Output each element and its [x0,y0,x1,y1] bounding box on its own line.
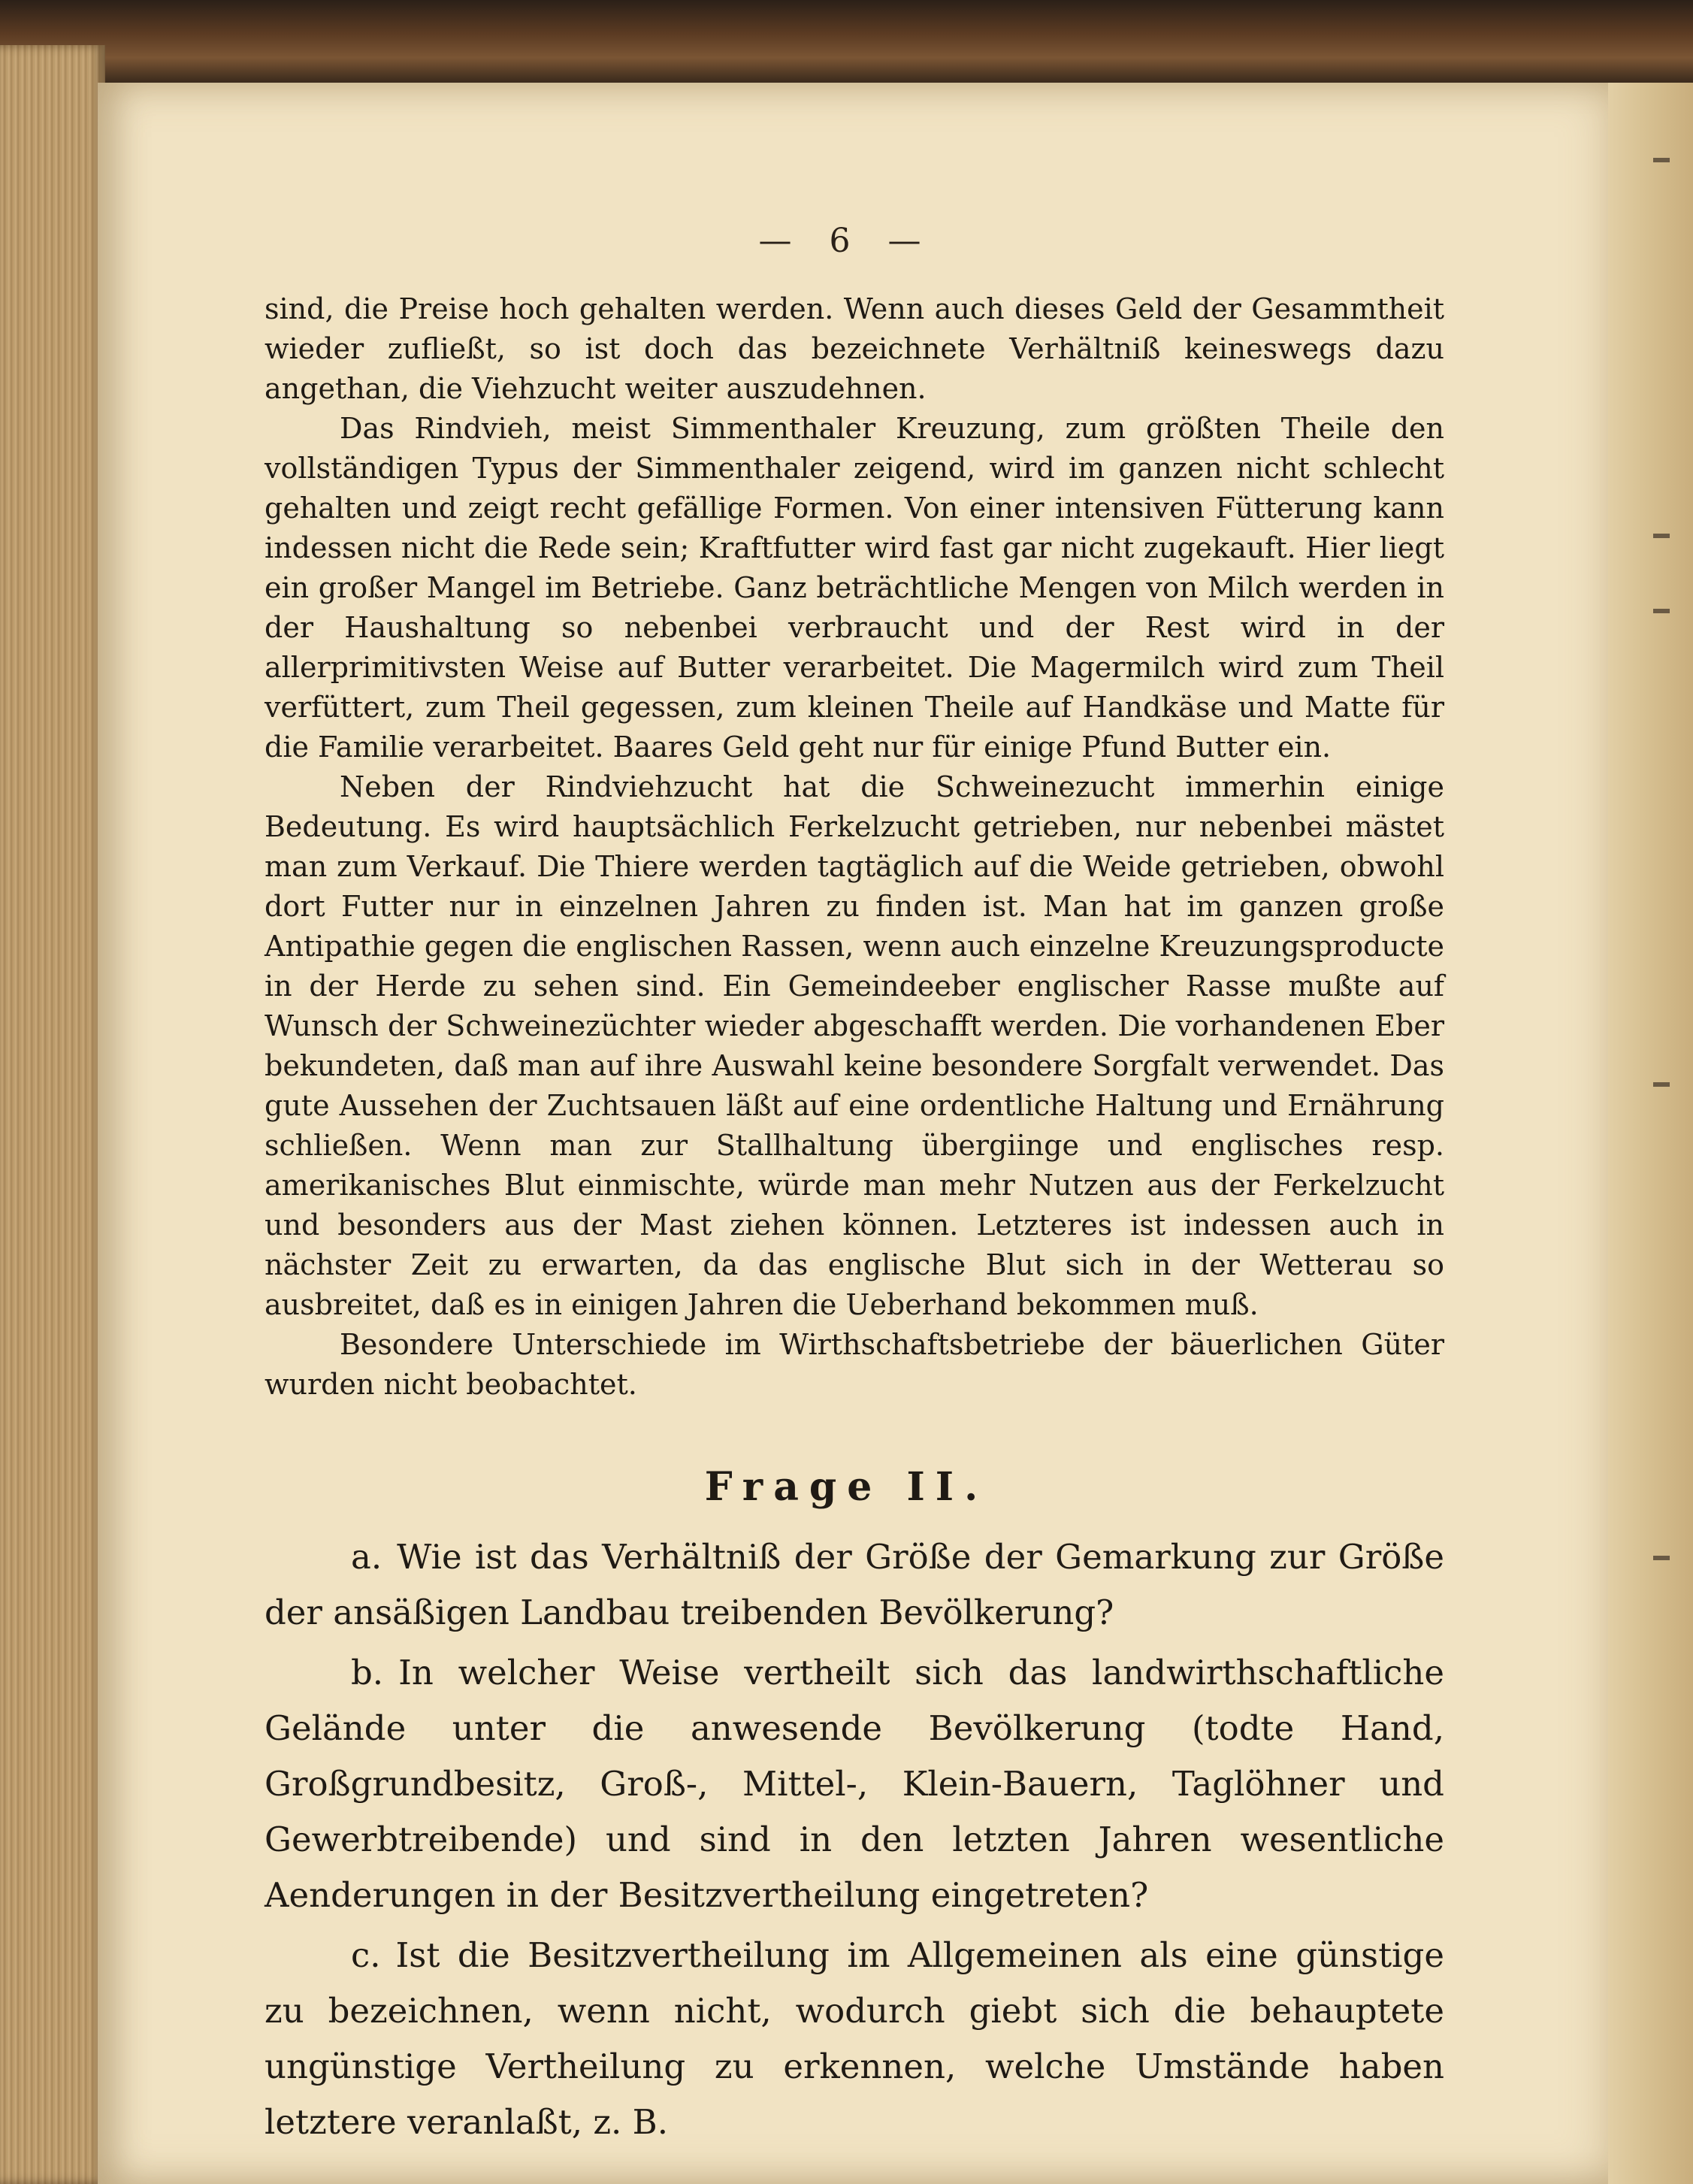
page-right-edge [1608,83,1693,2184]
page-number: — 6 — [758,222,935,260]
edge-mark [1653,609,1670,613]
edge-mark [1653,1556,1670,1560]
question-item [265,1645,1444,1923]
paragraph: Neben der Rindviehzucht hat die Schweinezucht immerhin einige Bedeutung. Es wird hauptsächlich Ferkelzucht getrieben, nur nebenbei mästet man zum Verkauf. Die Thiere werden tagtäglich auf die Weide getrieben, obwohl dort Futter nur in einzelnen Jahren zu finden ist. Man hat im ganzen große Antipathie gegen die englischen Rassen, wenn auch einzelne Kreuzungsproducte in der Herde zu sehen sind. Ein Gemeindeeber englischer Rasse mußte auf Wunsch der Schweinezüchter wieder abgeschafft werden. Die vorhandenen Eber bekundeten, daß man auf ihre Auswahl keine besondere Sorgfalt verwendet. Das gute Aussehen der Zuchtsauen läßt auf eine ordentliche Haltung und Ernährung schließen. Wenn man zur Stallhaltung übergiinge und englisches resp. amerikanisches Blut einmischte, würde man mehr Nutzen aus der Ferkelzucht und besonders aus der Mast ziehen können. Letzteres ist indessen auch in nächster Zeit zu erwarten, da das englische Blut sich in der Wetterau so ausbreitet, daß es in einigen Jahren die Ueberhand bekommen muß. [265,770,1444,1321]
question-text: Wie ist das Verhältniß der Größe der Gemarkung zur Größe der ansäßigen Landbau treibenden Bevölkerung? [265,1537,1444,1632]
section-title: Frage II. [704,1464,989,1510]
edge-mark [1653,1082,1670,1087]
body-text [265,289,1444,1405]
book-binding-top [0,0,1693,83]
question-item [265,1529,1444,1641]
book-page-edges [0,45,105,2184]
question-label: c. [351,1935,381,1975]
question-label: b. [351,1653,384,1692]
paragraph: Besondere Unterschiede im Wirthschaftsbetriebe der bäuerlichen Güter wurden nicht beobachtet. [265,1328,1444,1401]
question-item [265,1928,1444,2150]
paragraph: Das Rindvieh, meist Simmenthaler Kreuzung, zum größten Theile den vollständigen Typus der Simmenthaler zeigend, wird im ganzen nicht schlecht gehalten und zeigt recht gefällige Formen. Von einer intensiven Fütterung kann indessen nicht die Rede sein; Kraftfutter wird fast gar nicht zugekauft. Hier liegt ein großer Mangel im Betriebe. Ganz beträchtliche Mengen von Milch werden in der Haushaltung so nebenbei verbraucht und der Rest wird in der allerprimitivsten Weise auf Butter verarbeitet. Die Magermilch wird zum Theil verfüttert, zum Theil gegessen, zum kleinen Theile auf Handkäse und Matte für die Familie verarbeitet. Baares Geld geht nur für einige Pfund Butter ein. [265,412,1444,764]
question-label: a. [351,1537,382,1577]
edge-mark [1653,534,1670,538]
question-text: In welcher Weise vertheilt sich das landwirthschaftliche Gelände unter die anwesende Bevölkerung (todte Hand, Großgrundbesitz, Groß-, Mittel-, Klein-Bauern, Taglöhner und Gewerbtreibende) und sind in den letzten Jahren wesentliche Aenderungen in der Besitzvertheilung eingetreten? [265,1653,1444,1915]
question-list [265,1529,1444,2155]
edge-mark [1653,158,1670,162]
paragraph: sind, die Preise hoch gehalten werden. Wenn auch dieses Geld der Gesammtheit wieder zufließt, so ist doch das bezeichnete Verhältniß keineswegs dazu angethan, die Viehzucht weiter auszudehnen. [265,292,1444,405]
question-text: Ist die Besitzvertheilung im Allgemeinen als eine günstige zu bezeichnen, wenn nicht, wodurch giebt sich die behauptete ungünstige Vertheilung zu erkennen, welche Umstände haben letztere veranlaßt, z. B. [265,1935,1444,2142]
